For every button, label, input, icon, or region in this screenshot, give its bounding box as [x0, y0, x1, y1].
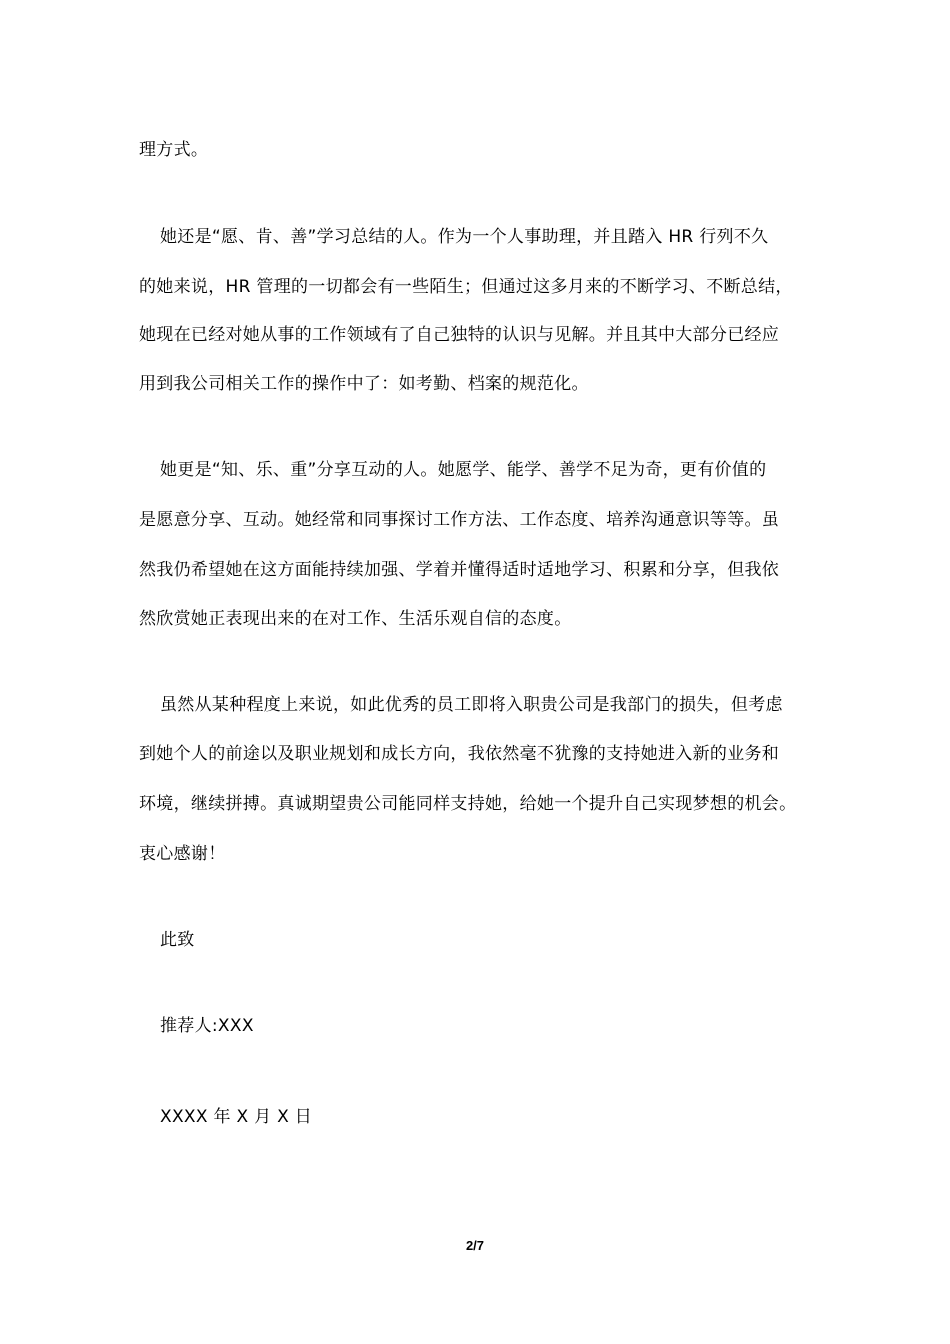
- paragraph-line: 的她来说，HR 管理的一切都会有一些陌生；但通过这多月来的不断学习、不断总结，: [139, 277, 793, 297]
- paragraph-line: 她更是“知、乐、重”分享互动的人。她愿学、能学、善学不足为奇，更有价值的: [160, 460, 767, 480]
- letter-date: XXXX 年 X 月 X 日: [160, 1107, 313, 1127]
- paragraph-line: 环境，继续拼搏。真诚期望贵公司能同样支持她，给她一个提升自己实现梦想的机会。: [139, 794, 797, 814]
- paragraph-line: 到她个人的前途以及职业规划和成长方向，我依然毫不犹豫的支持她进入新的业务和: [139, 744, 780, 764]
- paragraph-line: 用到我公司相关工作的操作中了：如考勤、档案的规范化。: [139, 374, 589, 394]
- continued-text-line: 理方式。: [139, 140, 209, 160]
- page-number: 2/7: [465, 1238, 485, 1253]
- closing-salutation: 此致: [160, 930, 195, 950]
- paragraph-line: 然我仍希望她在这方面能持续加强、学着并懂得适时适地学习、积累和分享，但我依: [139, 560, 780, 580]
- paragraph-line: 是愿意分享、互动。她经常和同事探讨工作方法、工作态度、培养沟通意识等等。虽: [139, 510, 780, 530]
- paragraph-line: 虽然从某种程度上来说，如此优秀的员工即将入职贵公司是我部门的损失，但考虑: [160, 695, 783, 715]
- paragraph-line: 她现在已经对她从事的工作领域有了自己独特的认识与见解。并且其中大部分已经应: [139, 325, 780, 345]
- paragraph-line: 然欣赏她正表现出来的在对工作、生活乐观自信的态度。: [139, 609, 572, 629]
- paragraph-line: 她还是“愿、肯、善”学习总结的人。作为一个人事助理，并且踏入 HR 行列不久: [160, 227, 769, 247]
- paragraph-line: 衷心感谢！: [139, 844, 226, 864]
- recommender-signature: 推荐人:XXX: [160, 1016, 254, 1036]
